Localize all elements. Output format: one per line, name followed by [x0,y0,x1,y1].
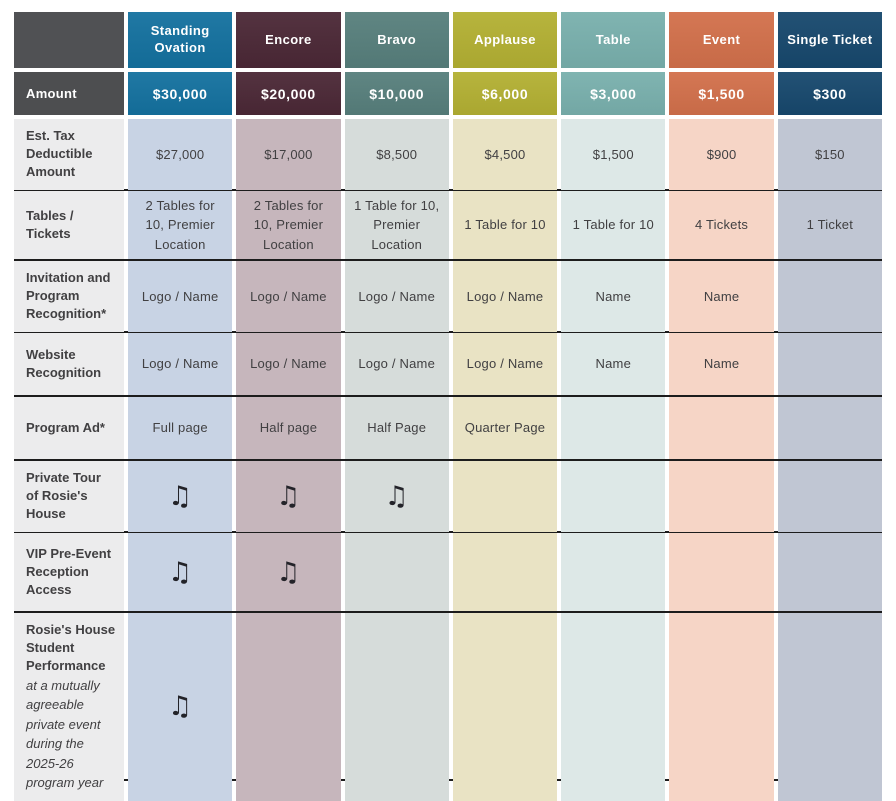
benefit-value: Name [595,288,632,304]
music-note-icon: ♫ [276,480,301,512]
benefit-cell-standing-ovation [128,119,232,190]
tier-header-label: Applause [474,31,536,47]
amount-cell-applause [453,72,557,115]
benefit-cell-single-ticket [778,333,882,395]
benefit-value: 2 Tables for 10, Premier Location [145,197,215,252]
benefit-cell-encore [236,261,340,332]
benefit-cell-bravo [345,261,449,332]
benefit-row-tables-tickets [14,189,882,259]
row-label [14,119,124,190]
tier-header-event [669,12,773,68]
benefit-value: Full page [152,420,208,436]
amount-value: $10,000 [369,85,425,102]
benefit-row-program-ad [14,395,882,459]
benefit-value: 1 Table for 10 [572,217,654,233]
benefit-cell-applause [453,191,557,259]
row-label [14,533,124,611]
benefit-value: Logo / Name [466,288,544,304]
benefit-cell-applause [453,613,557,801]
amount-row-label: Amount [14,72,124,115]
tier-header-label: Standing Ovation [150,23,210,55]
benefit-value: $150 [814,146,845,162]
benefit-value: $4,500 [484,146,526,162]
row-label [14,397,124,459]
benefit-cell-bravo [345,333,449,395]
benefit-value: Logo / Name [141,356,219,372]
benefit-cell-table [561,461,665,532]
benefit-cell-single-ticket [778,191,882,259]
benefit-cell-standing-ovation [128,613,232,801]
benefit-cell-table [561,397,665,459]
tier-header-label: Encore [265,31,312,47]
music-note-icon: ♫ [167,480,193,512]
benefit-cell-event [669,191,773,259]
row-sublabel-text: at a mutually agreeable private event during the 2025-26 program year [26,677,104,791]
corner-cell [14,12,124,68]
benefit-cell-bravo [345,397,449,459]
tier-header-label: Table [595,31,631,47]
amount-cell-standing-ovation [128,72,232,115]
tier-header-applause [453,12,557,68]
benefit-cell-encore [236,397,340,459]
benefit-cell-standing-ovation [128,261,232,332]
benefit-cell-event [669,461,773,532]
benefit-value: Half Page [367,420,427,436]
benefit-cell-applause [453,119,557,190]
row-label-text: Invitation and Program Recognition* [26,270,111,322]
row-label [14,613,124,801]
benefit-value: Name [595,356,632,372]
benefit-cell-table [561,333,665,395]
benefit-cell-event [669,333,773,395]
benefit-value: Logo / Name [250,288,327,304]
benefit-cell-table [561,613,665,801]
benefit-cell-single-ticket [778,613,882,801]
row-label [14,461,124,532]
benefit-cell-event [669,613,773,801]
benefit-value: $17,000 [264,146,313,162]
tier-header-encore [236,12,340,68]
benefit-value: Quarter Page [464,420,546,436]
tier-header-row [14,12,882,68]
benefit-value: $8,500 [376,146,418,162]
benefit-cell-encore [236,613,340,801]
sponsorship-table [14,12,882,791]
benefit-row-invitation-and-program-recognition [14,259,882,331]
benefit-cell-encore [236,191,340,259]
benefit-value: Logo / Name [466,356,544,372]
benefit-value: Name [703,356,740,372]
amount-cell-event [669,72,773,115]
benefit-cell-encore [236,461,340,532]
tier-header-bravo [345,12,449,68]
benefit-value: Logo / Name [358,288,436,304]
row-label-text: Website Recognition [26,346,102,380]
row-label-text: Program Ad* [26,419,105,435]
row-label-text: VIP Pre-Event Reception Access [26,545,112,598]
benefit-value: $1,500 [592,146,634,162]
benefit-cell-bravo [345,461,449,532]
benefit-cell-event [669,397,773,459]
benefit-cell-bravo [345,613,449,801]
benefit-row-website-recognition [14,331,882,395]
benefit-cell-single-ticket [778,397,882,459]
amount-value: $300 [813,85,847,102]
tier-header-label: Bravo [377,31,417,47]
benefit-value: Half page [259,420,318,436]
benefit-value: $900 [706,146,737,162]
benefit-cell-standing-ovation [128,397,232,459]
benefit-cell-bravo [345,119,449,190]
benefit-cell-event [669,261,773,332]
row-label-text: Private Tour of Rosie's House [26,470,101,522]
benefit-cell-standing-ovation [128,533,232,611]
row-label-text: Rosie's House Student Performance [26,622,116,674]
tier-header-single-ticket [778,12,882,68]
music-note-icon: ♫ [167,691,193,723]
benefit-cell-encore [236,533,340,611]
music-note-icon: ♫ [167,556,193,588]
benefit-value: 1 Table for 10, Premier Location [354,197,440,252]
benefit-cell-applause [453,397,557,459]
benefit-cell-applause [453,461,557,532]
benefit-cell-table [561,533,665,611]
benefit-cell-applause [453,333,557,395]
benefit-cell-standing-ovation [128,333,232,395]
row-label [14,261,124,332]
amount-cell-encore [236,72,340,115]
benefit-value: 1 Ticket [806,217,854,233]
benefit-cell-table [561,191,665,259]
benefit-cell-table [561,261,665,332]
benefit-value: Name [703,288,740,304]
amount-value: $6,000 [481,85,529,102]
benefit-row-rosie-s-house-student-performance [14,611,882,791]
tier-header-standing-ovation [128,12,232,68]
amount-value: $1,500 [698,85,745,102]
benefit-rows [14,119,882,791]
benefit-cell-encore [236,333,340,395]
benefit-cell-applause [453,261,557,332]
benefit-cell-encore [236,119,340,190]
row-label [14,191,124,259]
benefit-value: 2 Tables for 10, Premier Location [253,197,324,252]
benefit-cell-bravo [345,533,449,611]
benefit-value: Logo / Name [141,288,219,304]
benefit-value: $27,000 [155,146,205,162]
benefit-cell-single-ticket [778,119,882,190]
benefit-cell-event [669,533,773,611]
row-label-text: Est. Tax Deductible Amount [26,128,93,180]
row-label-text: Tables / Tickets [26,207,74,241]
benefit-cell-standing-ovation [128,461,232,532]
benefit-value: Logo / Name [358,356,436,372]
amount-cell-single-ticket [778,72,882,115]
amount-row [14,72,882,115]
benefit-cell-single-ticket [778,261,882,332]
music-note-icon: ♫ [384,480,409,512]
amount-value: $20,000 [261,85,316,102]
tier-header-table [561,12,665,68]
benefit-row-est-tax-deductible-amount [14,119,882,189]
amount-value: $3,000 [590,85,637,102]
benefit-cell-event [669,119,773,190]
benefit-cell-standing-ovation [128,191,232,259]
amount-value: $30,000 [152,85,208,102]
benefit-cell-table [561,119,665,190]
amount-cell-table [561,72,665,115]
benefit-value: 1 Table for 10 [464,217,546,233]
benefit-value: 4 Tickets [695,217,749,233]
benefit-row-private-tour-of-rosie-s-house [14,459,882,531]
row-label [14,333,124,395]
tier-header-label: Event [702,31,741,47]
tier-header-label: Single Ticket [787,31,873,47]
benefit-cell-single-ticket [778,461,882,532]
benefit-cell-single-ticket [778,533,882,611]
benefit-value: Logo / Name [250,356,327,372]
benefit-cell-applause [453,533,557,611]
benefit-row-vip-pre-event-reception-access [14,531,882,611]
amount-cell-bravo [345,72,449,115]
music-note-icon: ♫ [276,556,301,588]
benefit-cell-bravo [345,191,449,259]
